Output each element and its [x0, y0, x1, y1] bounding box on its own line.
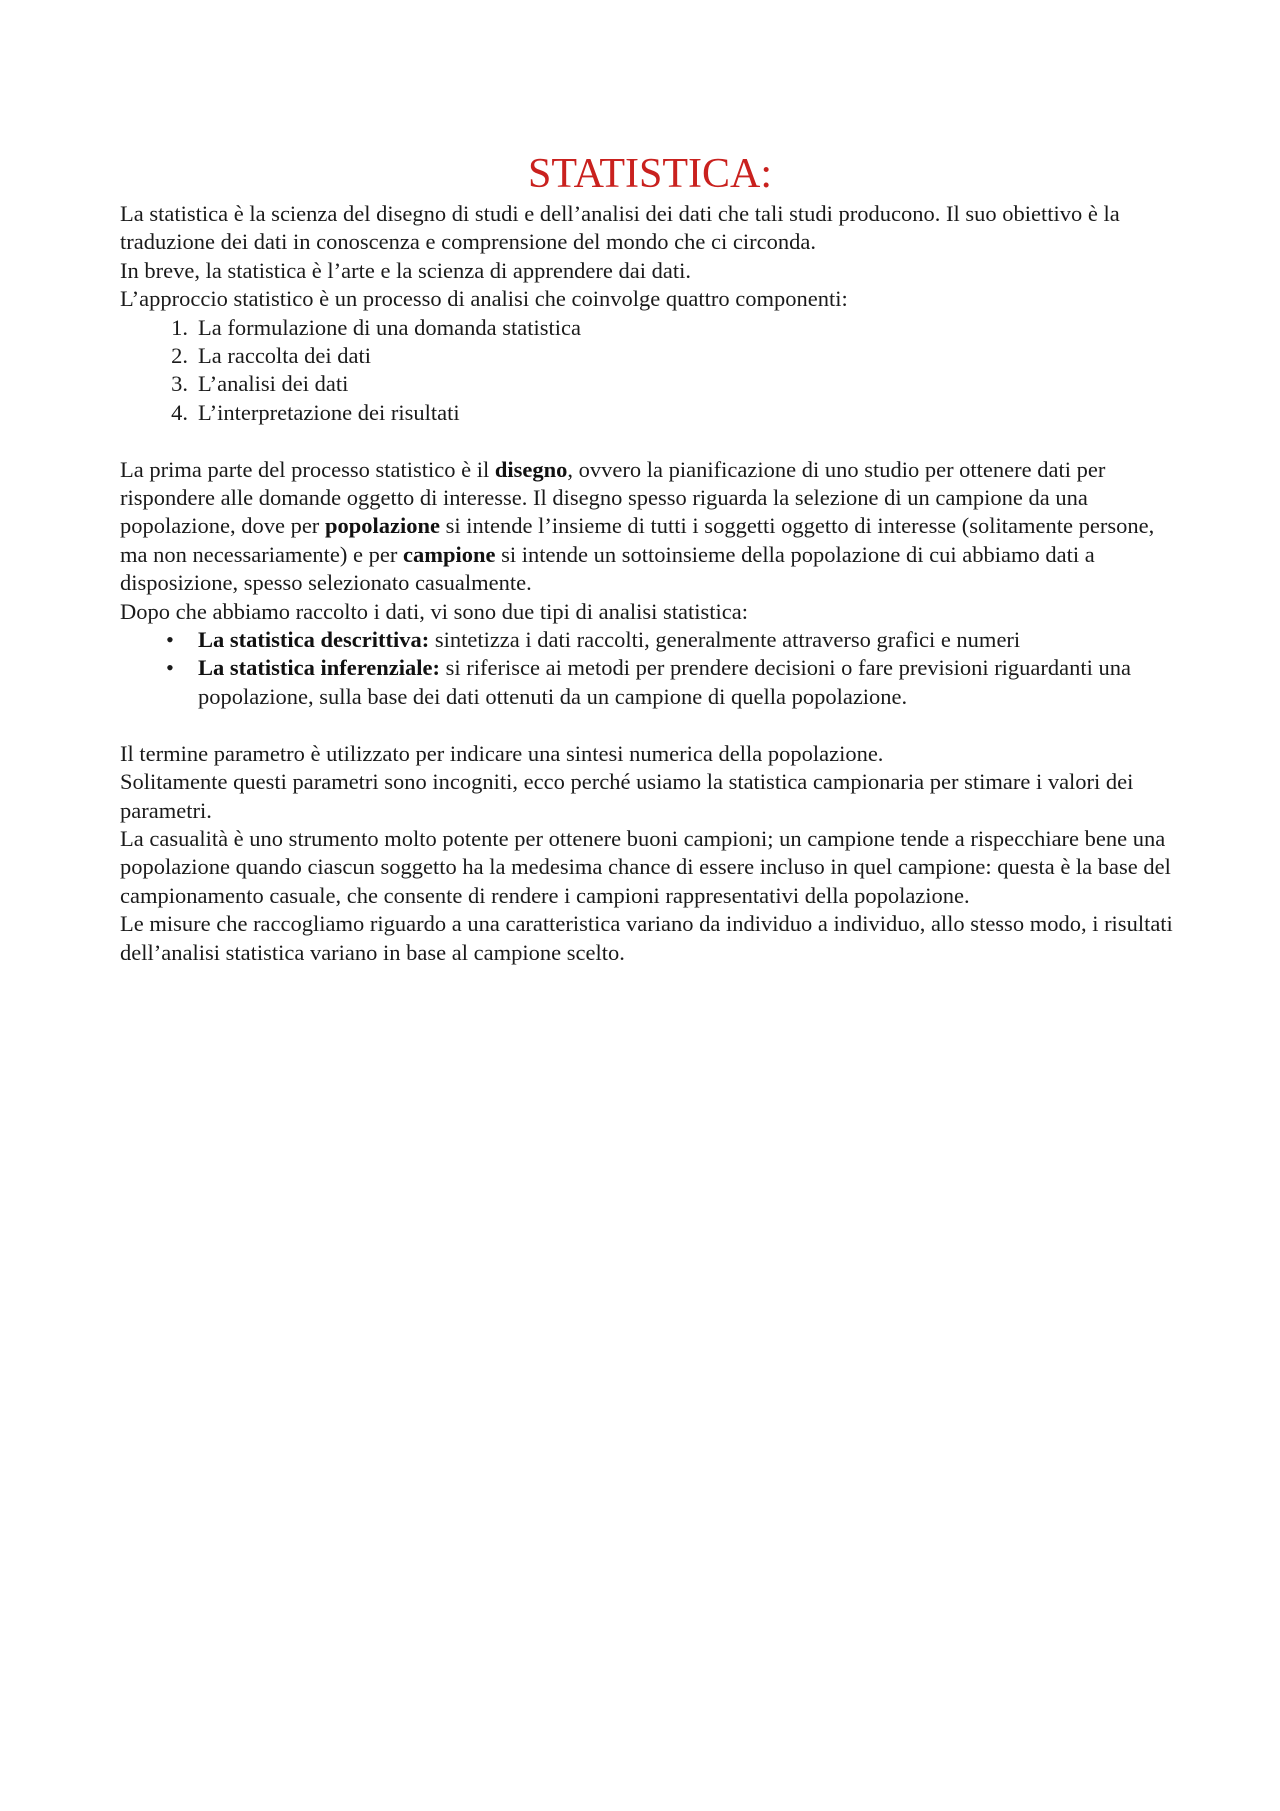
- list-item: [120, 314, 1180, 342]
- list-item-text: La formulazione di una domanda statistica: [198, 314, 581, 340]
- closing-paragraph-4: Le misure che raccogliamo riguardo a una caratteristica variano da individuo a individuo, allo stesso modo, i risultati dell’analisi statistica variano in base al campione scelto.: [120, 911, 1173, 965]
- bullet-icon: •: [166, 655, 174, 681]
- design-paragraph: [120, 456, 1180, 598]
- analysis-types-list: [120, 626, 1180, 711]
- list-item-number: 4.: [171, 399, 188, 425]
- list-item: [120, 399, 1180, 427]
- paragraph-spacer: [120, 427, 1180, 455]
- list-item: [120, 654, 1180, 711]
- list-item-number: 1.: [171, 314, 188, 340]
- intro-paragraph-2: In breve, la statistica è l’arte e la scienza di apprendere dai dati.: [120, 257, 691, 283]
- analysis-type-text: si riferisce ai metodi per prendere decisioni o fare previsioni riguardanti una popolazione, sulla base dei dati ottenuti da un campione di quella popolazione.: [198, 655, 1132, 709]
- bullet-icon: •: [166, 627, 174, 653]
- term-popolazione: popolazione: [324, 513, 440, 539]
- analysis-intro: Dopo che abbiamo raccolto i dati, vi sono due tipi di analisi statistica:: [120, 598, 748, 624]
- intro-paragraph-3: L’approccio statistico è un processo di analisi che coinvolge quattro componenti:: [120, 286, 848, 312]
- intro-paragraph-1: La statistica è la scienza del disegno di studi e dell’analisi dei dati che tali studi producono. Il suo obiettivo è la traduzione dei dati in conoscenza e comprensione del mondo che ci circonda.: [120, 201, 1120, 255]
- list-item-text: La raccolta dei dati: [198, 343, 372, 369]
- design-text-3: si intende l’insieme di tutti i soggetti oggetto di interesse (solitamente persone, ma non necessariamente) e per: [120, 513, 1155, 567]
- list-item: [120, 342, 1180, 370]
- design-text-4: si intende un sottoinsieme della popolazione di cui abbiamo dati a disposizione, spesso selezionato casualmente.: [120, 541, 1095, 596]
- list-item-number: 3.: [171, 371, 188, 397]
- list-item-number: 2.: [171, 343, 188, 369]
- design-text-2: , ovvero la pianificazione di uno studio per ottenere dati per rispondere alle domande oggetto di interesse. Il disegno spesso riguarda la selezione di un campione da una popolazione, dove per: [120, 456, 1106, 539]
- analysis-type-text: sintetizza i dati raccolti, generalmente attraverso grafici e numeri: [429, 627, 1021, 653]
- analysis-type-label: La statistica inferenziale:: [198, 655, 441, 681]
- design-text-1: La prima parte del processo statistico è il: [120, 456, 495, 482]
- list-item-text: L’interpretazione dei risultati: [198, 399, 460, 425]
- document-title: STATISTICA:: [528, 151, 772, 197]
- list-item: [120, 626, 1180, 654]
- term-disegno: disegno: [494, 456, 568, 482]
- term-campione: campione: [403, 541, 496, 567]
- list-item-text: L’analisi dei dati: [198, 371, 349, 397]
- document-body: [120, 150, 1180, 967]
- list-item: [120, 370, 1180, 398]
- analysis-type-label: La statistica descrittiva:: [198, 627, 430, 653]
- paragraph-spacer: [120, 711, 1180, 739]
- components-list: [120, 314, 1180, 428]
- closing-paragraph-2: Solitamente questi parametri sono incogniti, ecco perché usiamo la statistica campionaria per stimare i valori dei parametri.: [120, 769, 1134, 823]
- closing-paragraph-1: Il termine parametro è utilizzato per indicare una sintesi numerica della popolazione.: [120, 740, 884, 766]
- closing-paragraph-3: La casualità è uno strumento molto potente per ottenere buoni campioni; un campione tende a rispecchiare bene una popolazione quando ciascun soggetto ha la medesima chance di essere incluso in quel campione: questa è la base del campionamento casuale, che consente di rendere i campioni rappresentativi della popolazione.: [120, 825, 1171, 908]
